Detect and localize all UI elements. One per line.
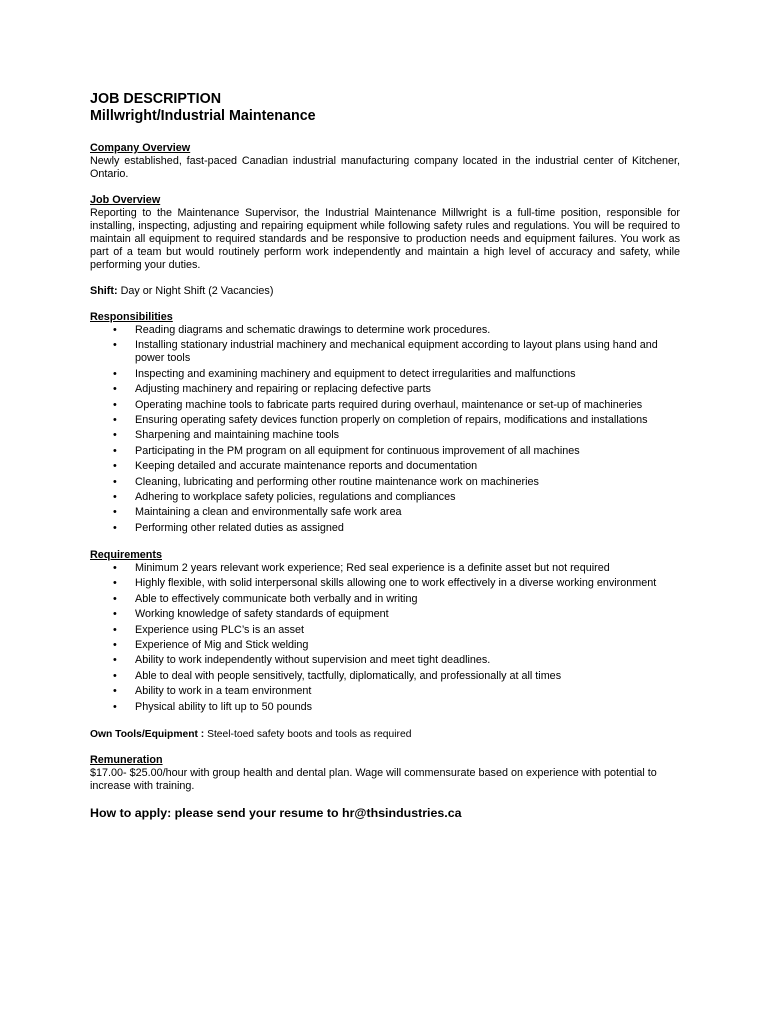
- bullet-icon: •: [113, 367, 117, 380]
- bullet-icon: •: [113, 639, 117, 652]
- bullet-icon: •: [113, 592, 117, 605]
- document-title: JOB DESCRIPTION: [90, 91, 222, 107]
- own-tools-label: Own Tools/Equipment :: [90, 728, 205, 740]
- list-item: • Adhering to workplace safety policies, regulations and compliances: [113, 490, 456, 503]
- list-item: • Installing stationary industrial machinery and mechanical equipment according to layout plans using hand and power tools: [113, 339, 658, 365]
- remuneration-heading: Remuneration: [90, 753, 163, 766]
- job-overview-heading: Job Overview: [90, 194, 161, 206]
- list-item: • Minimum 2 years relevant work experience; Red seal experience is a definite asset but not required: [113, 562, 610, 575]
- list-item: • Reading diagrams and schematic drawings to determine work procedures.: [113, 324, 491, 336]
- bullet-icon: •: [113, 339, 117, 352]
- responsibilities-heading: Responsibilities: [90, 311, 173, 323]
- list-item: • Experience using PLC’s is an asset: [113, 623, 305, 636]
- job-overview-text: Reporting to the Maintenance Supervisor, the Industrial Maintenance Millwright is a full-time position, responsible for installing, inspecting, adjusting and repairing equipment while following safety rules and regulations. You will be required to maintain all equipment to required standards and be responsive to production needs and equipment failures. You work as part of a team but would routinely perform work independently and maintain a high level of accuracy and safety, while performing your duties.: [90, 207, 680, 271]
- bullet-icon: •: [113, 685, 117, 698]
- how-to-apply: How to apply: please send your resume to hr@thsindustries.ca: [90, 805, 462, 820]
- list-item: • Inspecting and examining machinery and equipment to detect irregularities and malfunctions: [113, 367, 576, 380]
- bullet-icon: •: [113, 623, 117, 636]
- shift-line: [90, 285, 680, 298]
- bullet-icon: •: [113, 506, 117, 519]
- bullet-icon: •: [113, 398, 117, 411]
- job-description-page: [90, 91, 680, 821]
- list-item: • Able to deal with people sensitively, tactfully, diplomatically, and professionally at all times: [113, 669, 562, 682]
- own-tools-value: Steel-toed safety boots and tools as required: [204, 728, 412, 740]
- list-item: • Sharpening and maintaining machine tools: [113, 429, 340, 442]
- list-item: • Maintaining a clean and environmentally safe work area: [113, 506, 402, 519]
- shift-label: Shift:: [90, 285, 118, 297]
- bullet-icon: •: [113, 490, 117, 503]
- list-item: • Operating machine tools to fabricate parts required during overhaul, maintenance or set-up of machineries: [113, 398, 643, 411]
- list-item: • Keeping detailed and accurate maintenance reports and documentation: [113, 460, 478, 473]
- list-item: • Adjusting machinery and repairing or replacing defective parts: [113, 383, 431, 396]
- list-item: • Cleaning, lubricating and performing other routine maintenance work on machineries: [113, 475, 539, 488]
- list-item: • Performing other related duties as assigned: [113, 521, 344, 534]
- own-tools-line: [90, 728, 680, 741]
- bullet-icon: •: [113, 413, 117, 426]
- requirements-list: [90, 562, 680, 714]
- bullet-icon: •: [113, 383, 117, 396]
- bullet-icon: •: [113, 577, 117, 590]
- list-item: • Ability to work in a team environment: [113, 685, 312, 698]
- list-item: • Participating in the PM program on all equipment for continuous improvement of all machines: [113, 444, 580, 457]
- bullet-icon: •: [113, 700, 117, 713]
- list-item: • Highly flexible, with solid interpersonal skills allowing one to work effectively in a diverse working environment: [113, 577, 657, 590]
- shift-value: Day or Night Shift (2 Vacancies): [120, 285, 274, 297]
- bullet-icon: •: [113, 521, 117, 534]
- bullet-icon: •: [113, 669, 117, 682]
- remuneration-text: $17.00- $25.00/hour with group health and dental plan. Wage will commensurate based on experience with potential to increase with training.: [90, 766, 657, 792]
- bullet-icon: •: [113, 654, 117, 667]
- bullet-icon: •: [113, 324, 117, 336]
- bullet-icon: •: [113, 460, 117, 473]
- company-overview-text: Newly established, fast-paced Canadian industrial manufacturing company located in the industrial center of Kitchener, Ontario.: [90, 155, 680, 180]
- bullet-icon: •: [113, 475, 117, 488]
- requirements-heading: Requirements: [90, 549, 162, 562]
- bullet-icon: •: [113, 444, 117, 457]
- list-item: • Ensuring operating safety devices function properly on completion of repairs, modifications and installations: [113, 413, 648, 426]
- list-item: • Physical ability to lift up to 50 pounds: [113, 700, 313, 713]
- company-overview-heading: Company Overview: [90, 142, 191, 154]
- bullet-icon: •: [113, 608, 117, 621]
- bullet-icon: •: [113, 429, 117, 442]
- list-item: • Able to effectively communicate both verbally and in writing: [113, 592, 418, 605]
- list-item: • Ability to work independently without supervision and meet tight deadlines.: [113, 654, 491, 667]
- list-item: • Experience of Mig and Stick welding: [113, 639, 309, 652]
- list-item: • Working knowledge of safety standards of equipment: [113, 608, 389, 621]
- document-subtitle: Millwright/Industrial Maintenance: [90, 108, 316, 124]
- responsibilities-list: [90, 324, 680, 535]
- bullet-icon: •: [113, 562, 117, 575]
